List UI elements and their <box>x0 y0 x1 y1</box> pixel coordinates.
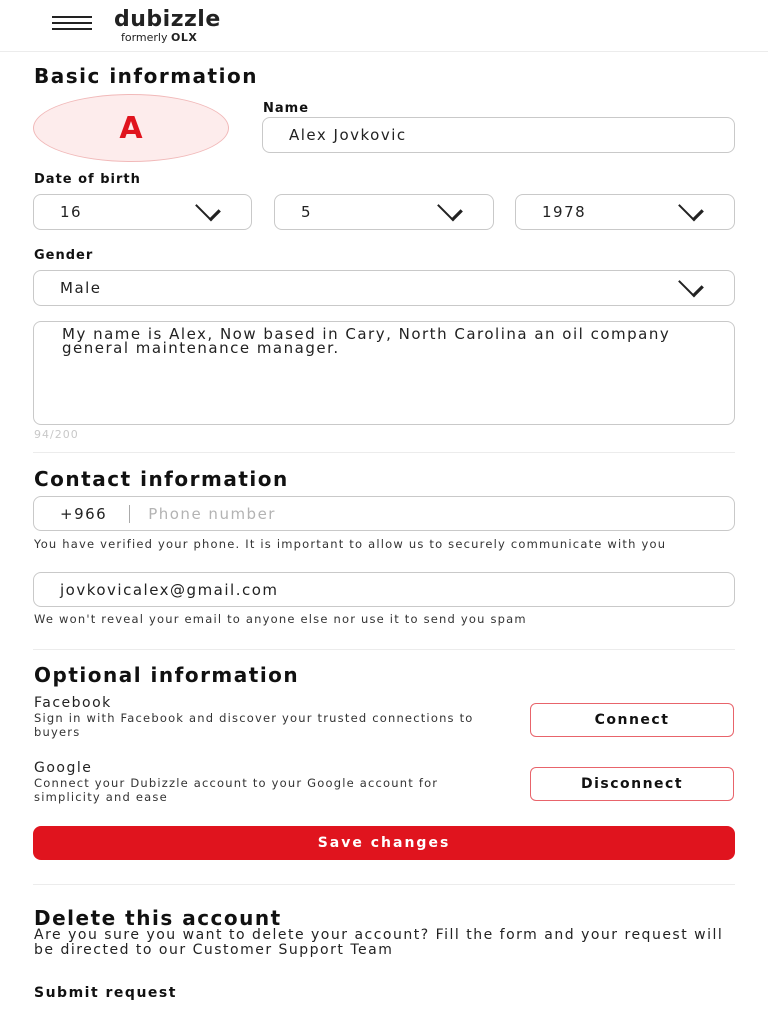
dob-day-value: 16 <box>60 203 83 221</box>
email-privacy-note: We won't reveal your email to anyone else nor use it to send you spam <box>34 612 527 626</box>
avatar[interactable] <box>33 94 229 162</box>
delete-account-heading: Delete this account <box>34 906 282 930</box>
date-of-birth-label: Date of birth <box>34 172 141 187</box>
email-field[interactable] <box>33 572 735 607</box>
top-header <box>0 0 768 52</box>
phone-country-code[interactable]: +966 <box>60 504 108 523</box>
dob-year-value: 1978 <box>542 203 587 221</box>
save-changes-button[interactable]: Save changes <box>33 826 735 860</box>
bio-value: My name is Alex, Now based in Cary, North Carolina an oil company general maintenance manager. <box>62 325 671 357</box>
logo-tagline <box>121 32 221 44</box>
name-input[interactable] <box>262 117 735 153</box>
chevron-down-icon <box>437 196 463 222</box>
logo-wordmark: dubizzle <box>114 7 221 32</box>
delete-account-text: Are you sure you want to delete your account? Fill the form and your request will be directed to our Customer Support Team <box>34 927 724 958</box>
phone-input[interactable] <box>33 496 735 531</box>
hamburger-menu-icon[interactable] <box>52 16 96 34</box>
olx-brand: OLX <box>171 31 198 44</box>
section-divider <box>33 884 735 885</box>
email-value: jovkovicalex@gmail.com <box>60 580 279 599</box>
logo-tagline-prefix: formerly <box>121 31 168 44</box>
contact-information-heading: Contact information <box>34 467 289 491</box>
phone-verified-note: You have verified your phone. It is important to allow us to securely communicate with you <box>34 537 667 551</box>
facebook-description: Sign in with Facebook and discover your trusted connections to buyers <box>34 711 474 739</box>
optional-information-heading: Optional information <box>34 663 300 687</box>
phone-separator <box>129 505 130 523</box>
dob-year-select[interactable] <box>515 194 735 230</box>
avatar-initial: A <box>119 110 143 146</box>
google-description: Connect your Dubizzle account to your Google account for simplicity and ease <box>34 776 439 804</box>
section-divider <box>33 452 735 453</box>
bio-textarea[interactable] <box>33 321 735 425</box>
gender-label: Gender <box>34 248 94 263</box>
gender-select[interactable] <box>33 270 735 306</box>
google-title: Google <box>34 760 93 776</box>
phone-placeholder: Phone number <box>148 504 276 523</box>
facebook-title: Facebook <box>34 695 112 711</box>
dob-month-select[interactable] <box>274 194 494 230</box>
section-divider <box>33 649 735 650</box>
dubizzle-logo[interactable] <box>114 8 221 44</box>
chevron-down-icon <box>678 272 704 298</box>
dob-day-select[interactable] <box>33 194 252 230</box>
chevron-down-icon <box>195 196 221 222</box>
name-label: Name <box>263 101 310 116</box>
bio-character-counter: 94/200 <box>34 428 79 441</box>
facebook-connect-button[interactable]: Connect <box>530 703 734 737</box>
basic-information-heading: Basic information <box>34 64 258 88</box>
name-value: Alex Jovkovic <box>289 126 407 144</box>
chevron-down-icon <box>678 196 704 222</box>
dob-month-value: 5 <box>301 203 313 221</box>
google-disconnect-button[interactable]: Disconnect <box>530 767 734 801</box>
gender-value: Male <box>60 279 102 297</box>
submit-request-link[interactable]: Submit request <box>34 985 177 1001</box>
